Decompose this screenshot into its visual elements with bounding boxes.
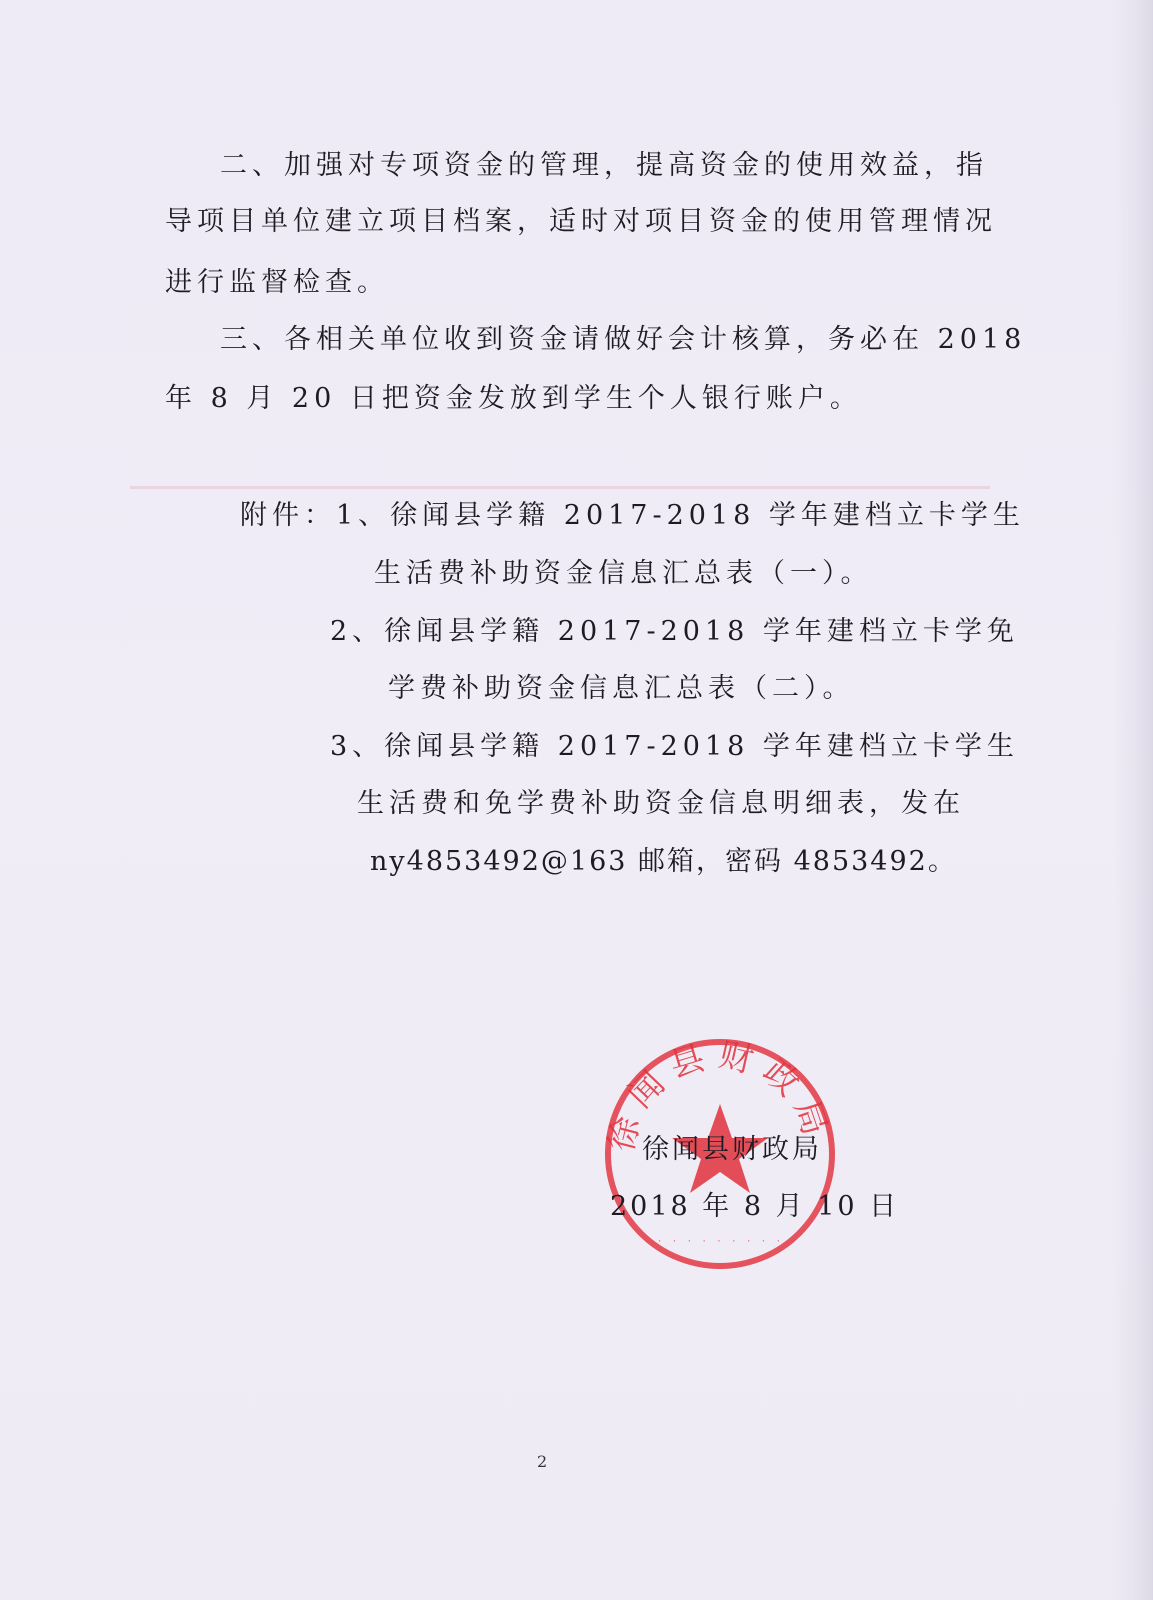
attachment3-line2: 生活费和免学费补助资金信息明细表，发在 <box>357 788 965 819</box>
seal-text: 徐闻县财政局 <box>601 1034 838 1156</box>
signature-date: 2018 年 8 月 10 日 <box>610 1191 900 1222</box>
attachment3-line1: 3、徐闻县学籍 2017-2018 学年建档立卡学生 <box>330 731 1019 762</box>
para3-line2: 年 8 月 20 日把资金发放到学生个人银行账户。 <box>165 383 862 414</box>
attachment3-line3: ny4853492@163 邮箱，密码 4853492。 <box>370 846 957 877</box>
para2-line3: 进行监督检查。 <box>165 267 389 298</box>
svg-text:· · · · · · · · ·: · · · · · · · · · <box>656 1237 784 1247</box>
attachment2-line1: 2、徐闻县学籍 2017-2018 学年建档立卡学免 <box>330 616 1019 647</box>
attachment1-line1: 附件：1、徐闻县学籍 2017-2018 学年建档立卡学生 <box>240 500 1025 531</box>
attachment1-line2: 生活费补助资金信息汇总表（一）。 <box>374 558 873 589</box>
para2-line1: 二、加强对专项资金的管理，提高资金的使用效益，指 <box>220 150 988 181</box>
bleed-through-rule <box>130 486 990 489</box>
para3-line1: 三、各相关单位收到资金请做好会计核算，务必在 2018 <box>220 324 1027 355</box>
page-edge-shadow <box>1113 0 1153 1600</box>
page-number: 2 <box>537 1452 548 1471</box>
attachment2-line2: 学费补助资金信息汇总表（二）。 <box>388 673 855 704</box>
para2-line2: 导项目单位建立项目档案，适时对项目资金的使用管理情况 <box>165 206 997 237</box>
signature-org: 徐闻县财政局 <box>642 1134 822 1165</box>
